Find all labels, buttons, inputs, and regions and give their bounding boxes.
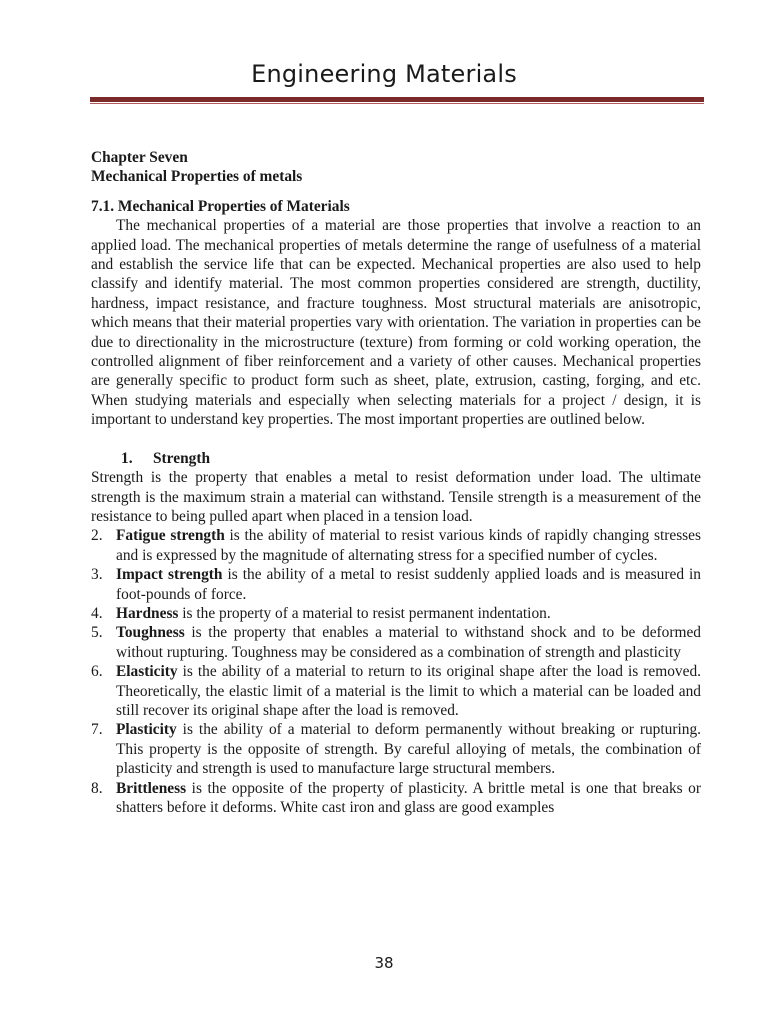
item-text: is the ability of a material to return to its original shape after the load is removed. Theoretically, the elastic limit of a material is the limit to which a material can be loaded and still recover its original shape after the load is removed.: [116, 663, 701, 719]
list-item: [91, 526, 701, 565]
list-item: [91, 604, 701, 623]
list-item: [91, 565, 701, 604]
item-term: Plasticity: [116, 721, 177, 739]
properties-list: [91, 526, 701, 817]
chapter-subtitle: Mechanical Properties of metals: [91, 168, 303, 186]
header-rule-thick: [90, 97, 704, 102]
chapter-label: Chapter Seven: [91, 149, 188, 166]
item-number: 3.: [91, 566, 103, 584]
item-text: is the opposite of the property of plasticity. A brittle metal is one that breaks or shatters before it deforms. White cast iron and glass are good examples: [116, 779, 701, 816]
list-item: [91, 779, 701, 818]
item-term: Impact strength: [116, 566, 223, 584]
item-number: 2.: [91, 527, 103, 545]
item-term: Fatigue strength: [116, 527, 225, 545]
page-header-title: Engineering Materials: [251, 60, 517, 88]
list-item: [91, 623, 701, 662]
item-number: 7.: [91, 721, 103, 739]
item-number: 6.: [91, 663, 103, 681]
item-number: 4.: [91, 604, 103, 622]
section-title: 7.1. Mechanical Properties of Materials: [91, 197, 350, 215]
page-content: [91, 148, 701, 817]
strength-title: Strength: [153, 449, 211, 467]
item-term: Hardness: [116, 604, 179, 622]
item-text: is the ability of a material to deform permanently without breaking or rupturing. This property is the opposite of strength. By careful alloying of metals, the combination of plasticity and strength is used to manufacture large structural members.: [116, 721, 701, 778]
item-term: Elasticity: [116, 663, 178, 681]
item-number: 5.: [91, 624, 103, 642]
strength-text: Strength is the property that enables a metal to resist deformation under load. The ultimate strength is the maximum strain a material can withstand. Tensile strength is a measurement of the resistance to being pulled apart when placed in a tension load.: [91, 469, 701, 525]
strength-heading: [91, 449, 701, 468]
strength-number: 1.: [121, 449, 133, 467]
page-number: 38: [374, 954, 394, 972]
list-item: [91, 662, 701, 720]
section-intro: The mechanical properties of a material are those properties that involve a reaction to an applied load. The mechanical properties of metals determine the range of usefulness of a material and establish the service life that can be expected. Mechanical properties are also used to help classify and identify material. The most common properties considered are strength, ductility, hardness, impact resistance, and fracture toughness. Most structural materials are anisotropic, which means that their material properties vary with orientation. The variation in properties can be due to directionality in the microstructure (texture) from forming or cold working operation, the controlled alignment of fiber reinforcement and a variety of other causes. Mechanical properties are generally specific to product form such as sheet, plate, extrusion, casting, forging, and etc. When studying materials and especially when selecting materials for a project / design, it is important to understand key properties. The most important properties are outlined below.: [91, 217, 701, 429]
item-text: is the ability of material to resist various kinds of rapidly changing stresses and is expressed by the magnitude of alternating stress for a specified number of cycles.: [116, 527, 701, 564]
item-number: 8.: [91, 779, 103, 797]
header-rule-thin: [90, 103, 704, 104]
list-item: [91, 720, 701, 778]
item-text: is the ability of a metal to resist suddenly applied loads and is measured in foot-pounds of force.: [116, 566, 701, 603]
item-term: Brittleness: [116, 779, 187, 797]
item-text: is the property of a material to resist permanent indentation.: [178, 604, 551, 622]
item-term: Toughness: [116, 624, 185, 642]
item-text: is the property that enables a material to withstand shock and to be deformed without rupturing. Toughness may be considered as a combination of strength and plasticity: [116, 624, 701, 661]
